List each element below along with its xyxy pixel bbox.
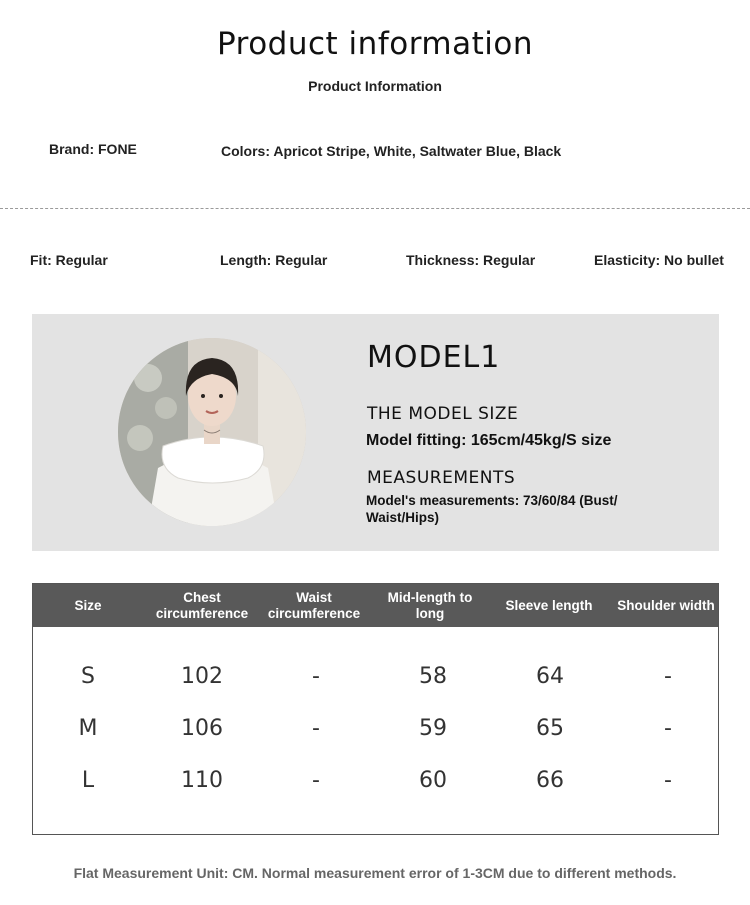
size-table xyxy=(32,583,719,835)
colors-label: Colors: Apricot Stripe, White, Saltwater Blue, Black xyxy=(221,143,562,159)
header-sleeve: Sleeve length xyxy=(505,597,593,613)
cell-shoulder-m: - xyxy=(664,716,672,741)
thickness-attribute: Thickness: Regular xyxy=(406,252,536,268)
brand-label: Brand: FONE xyxy=(49,141,137,157)
elasticity-attribute: Elasticity: No bullet xyxy=(594,252,724,268)
model-fitting: Model fitting: 165cm/45kg/S size xyxy=(366,432,612,449)
measurement-footnote: Flat Measurement Unit: CM. Normal measurement error of 1-3CM due to different methods. xyxy=(73,865,677,881)
model-size-heading: THE MODEL SIZE xyxy=(367,404,519,424)
fit-attribute: Fit: Regular xyxy=(30,252,108,268)
cell-chest-s: 102 xyxy=(181,664,223,689)
cell-shoulder-l: - xyxy=(664,768,672,793)
header-size: Size xyxy=(74,597,102,613)
cell-shoulder-s: - xyxy=(664,664,672,689)
measurements-heading: MEASUREMENTS xyxy=(367,468,516,488)
cell-size-m: M xyxy=(78,716,98,741)
cell-sleeve-s: 64 xyxy=(536,664,564,689)
header-length: Mid-length to long xyxy=(387,589,473,621)
page-subtitle: Product Information xyxy=(308,78,442,94)
cell-size-s: S xyxy=(81,664,95,689)
model-portrait-icon xyxy=(118,338,306,526)
cell-chest-m: 106 xyxy=(181,716,223,741)
cell-sleeve-m: 65 xyxy=(536,716,564,741)
page-title: Product information xyxy=(217,26,533,62)
cell-sleeve-l: 66 xyxy=(536,768,564,793)
cell-length-l: 60 xyxy=(419,768,447,793)
table-header xyxy=(33,584,718,627)
cell-chest-l: 110 xyxy=(181,768,223,793)
dashed-divider xyxy=(0,208,750,209)
cell-length-s: 58 xyxy=(419,664,447,689)
header-shoulder: Shoulder width xyxy=(617,597,715,613)
length-attribute: Length: Regular xyxy=(220,252,328,268)
cell-waist-l: - xyxy=(312,768,320,793)
cell-waist-m: - xyxy=(312,716,320,741)
model-measurements: Model's measurements: 73/60/84 (Bust/ Waist/Hips) xyxy=(366,493,618,525)
cell-waist-s: - xyxy=(312,664,320,689)
cell-size-l: L xyxy=(81,768,95,793)
header-waist: Waist circumference xyxy=(267,589,361,621)
header-chest: Chest circumference xyxy=(155,589,249,621)
model-name: MODEL1 xyxy=(367,340,501,375)
cell-length-m: 59 xyxy=(419,716,447,741)
